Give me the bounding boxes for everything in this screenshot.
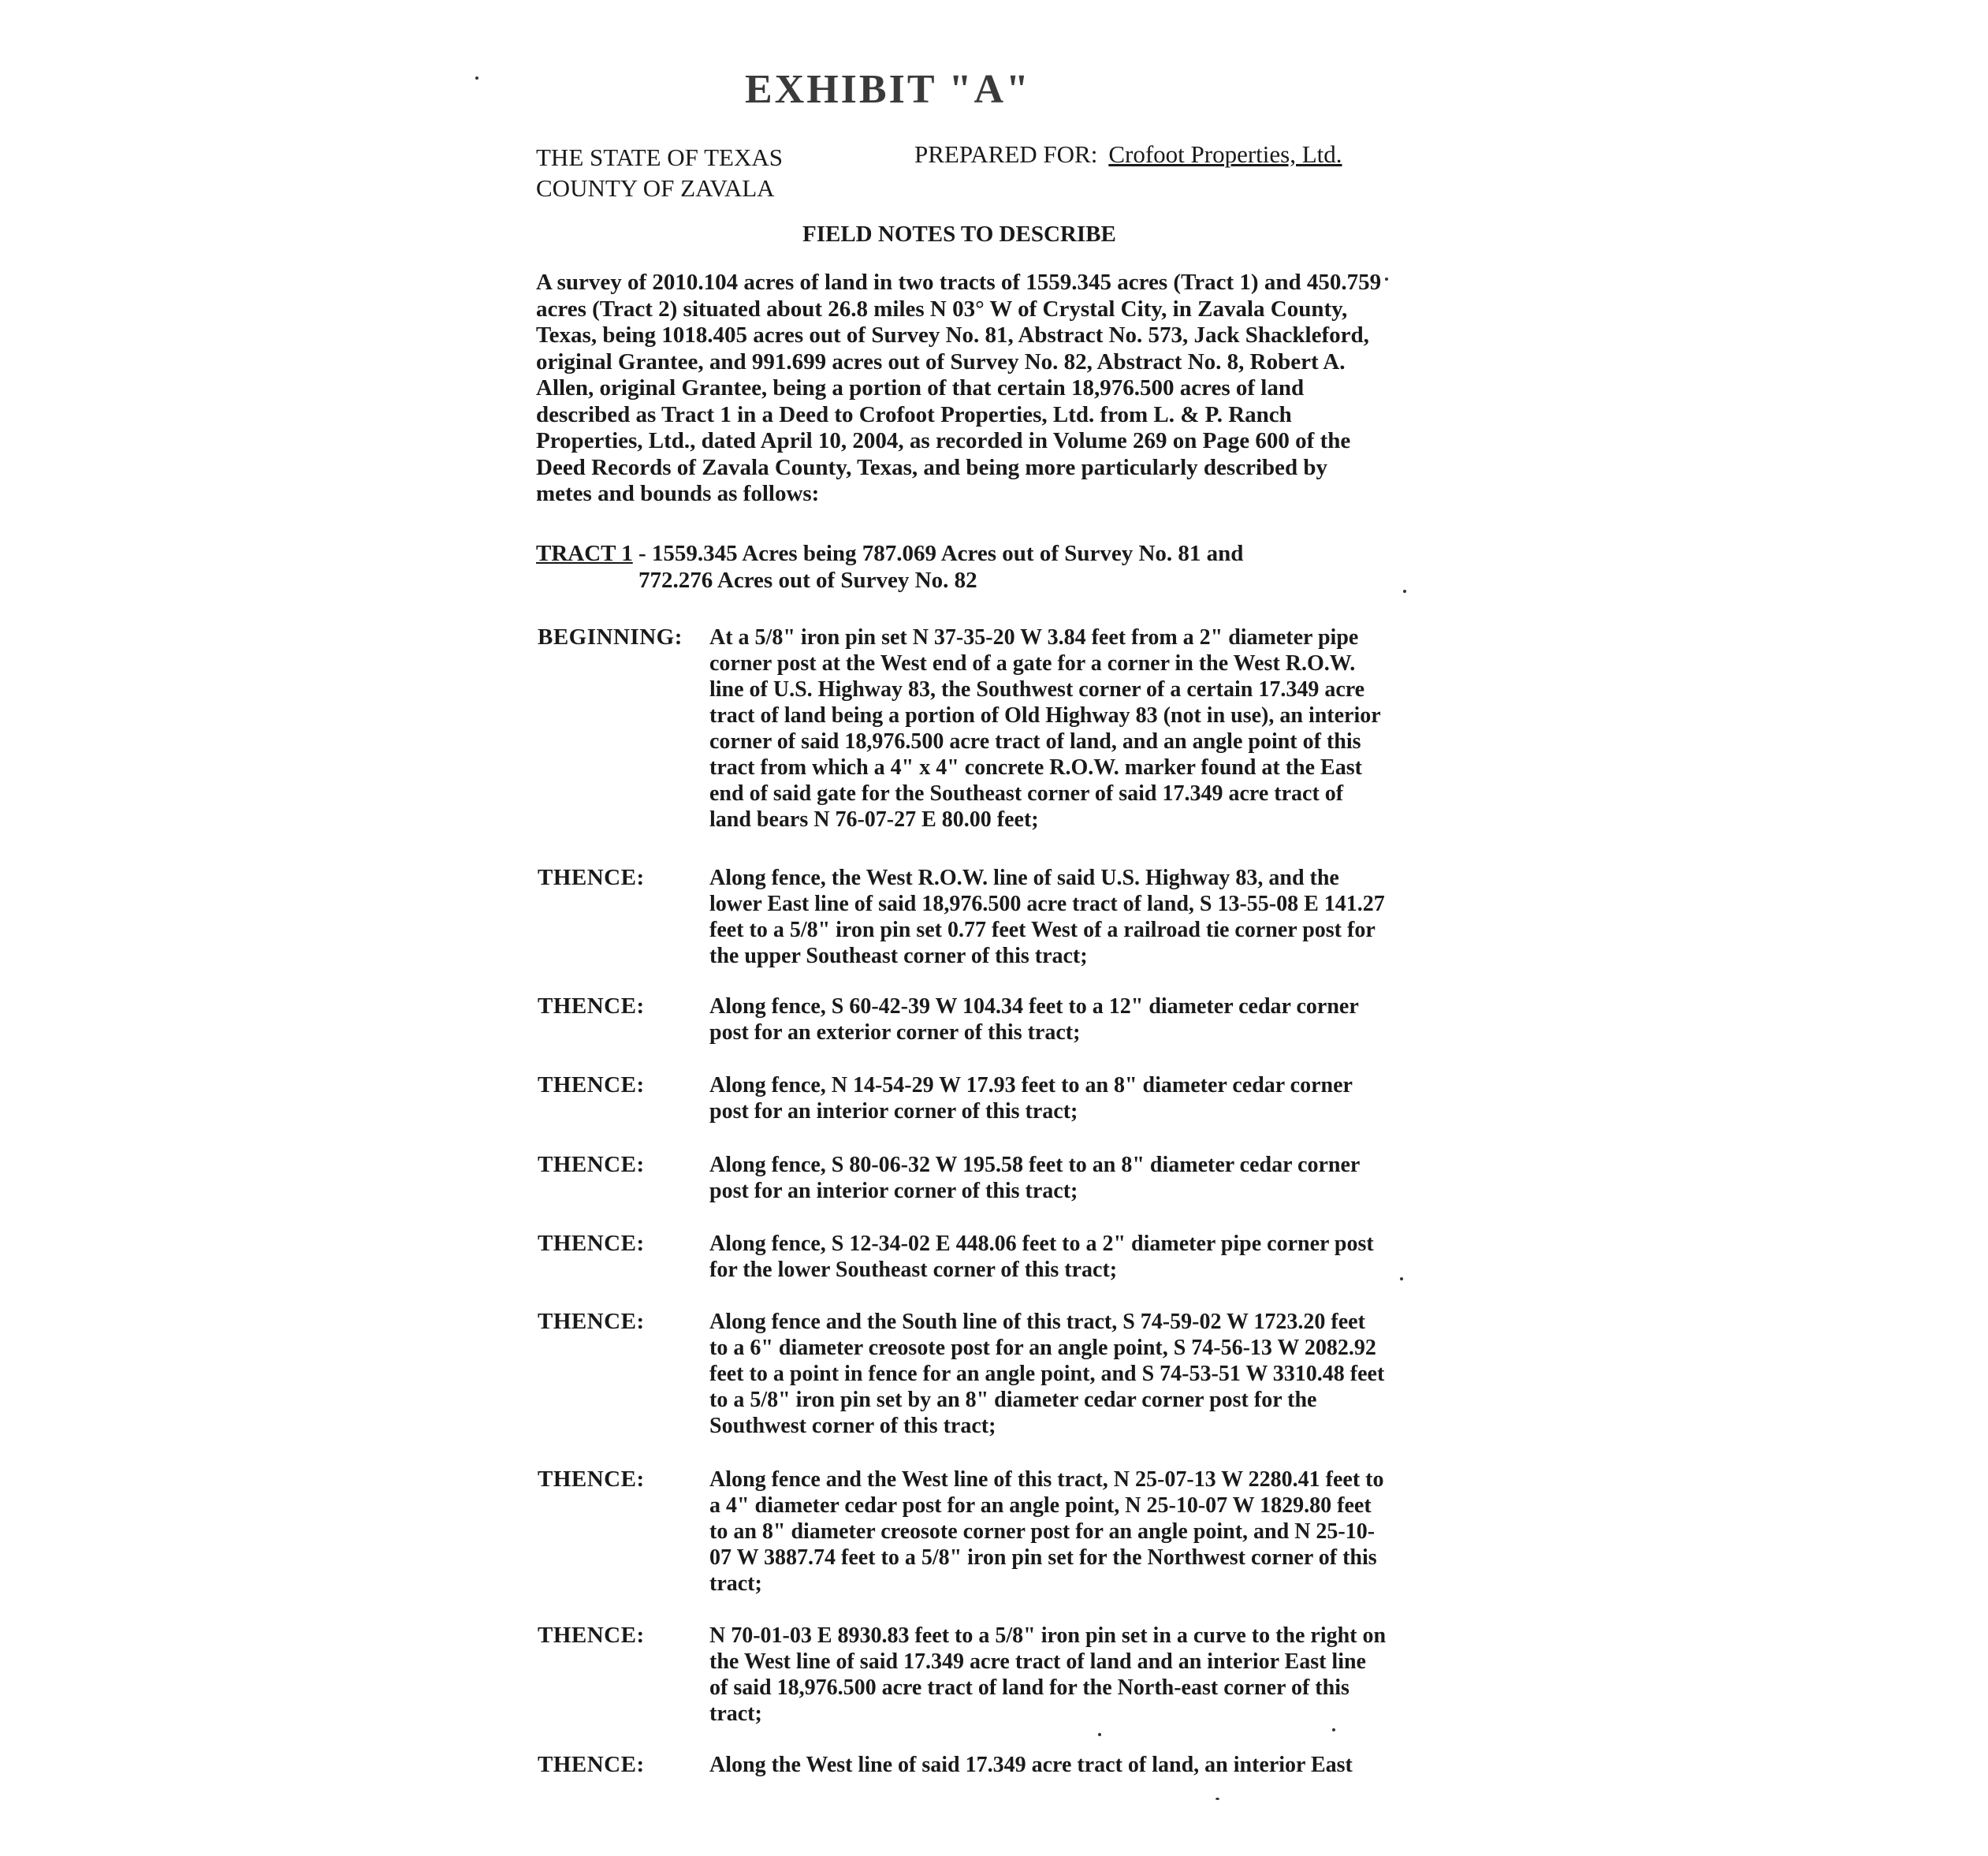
prepared-for-client: Crofoot Properties, Ltd.	[1108, 140, 1342, 168]
entry-text: Along the West line of said 17.349 acre tract of land, an interior East	[709, 1753, 1353, 1777]
entry-text: N 70-01-03 E 8930.83 feet to a 5/8" iron pin set in a curve to the right on the West line of said 17.349 acre tract of land and an interior East line of said 18,976.500 acre tract of land for the North-east corner of this tract;	[709, 1623, 1387, 1726]
tract-heading	[536, 540, 1383, 594]
entry-label: BEGINNING:	[538, 624, 683, 650]
scan-speck	[1332, 1728, 1335, 1731]
entry-label: THENCE:	[538, 993, 645, 1019]
scan-speck	[1400, 1277, 1403, 1280]
tract-description: - 1559.345 Acres being 787.069 Acres out of Survey No. 81 and 772.276 Acres out of Survey No. 82	[638, 541, 1244, 593]
field-notes-heading: FIELD NOTES TO DESCRIBE	[802, 222, 1116, 247]
state-line: THE STATE OF TEXAS	[536, 143, 783, 171]
entry-label: THENCE:	[538, 865, 645, 890]
prepared-for	[914, 140, 1342, 169]
county-line: COUNTY OF ZAVALA	[536, 174, 775, 202]
entry-text: Along fence, S 80-06-32 W 195.58 feet to an 8" diameter cedar corner post for an interior corner of this tract;	[709, 1153, 1360, 1203]
intro-paragraph: A survey of 2010.104 acres of land in two tracts of 1559.345 acres (Tract 1) and 450.759 acres (Tract 2) situated about 26.8 miles N 03° W of Crystal City, in Zavala County, Texas, being 1018.405 acres out of Survey No. 81, Abstract No. 573, Jack Shackleford, original Grantee, and 991.699 acres out of Survey No. 82, Abstract No. 8, Robert A. Allen, original Grantee, being a portion of that certain 18,976.500 acres of land described as Tract 1 in a Deed to Crofoot Properties, Ltd. from L. & P. Ranch Properties, Ltd., dated April 10, 2004, as recorded in Volume 269 on Page 600 of the Deed Records of Zavala County, Texas, and being more particularly described by metes and bounds as follows:	[536, 270, 1382, 506]
entry-label: THENCE:	[538, 1752, 645, 1777]
entry-label: THENCE:	[538, 1623, 645, 1648]
entry-text: Along fence, S 12-34-02 E 448.06 feet to a 2" diameter pipe corner post for the lower Southeast corner of this tract;	[709, 1232, 1374, 1282]
entry-label: THENCE:	[538, 1152, 645, 1177]
scan-speck	[475, 76, 478, 80]
scan-speck	[1403, 590, 1406, 593]
scan-speck	[1385, 278, 1388, 281]
scan-speck	[1098, 1733, 1101, 1736]
tract-label: TRACT 1	[536, 541, 633, 566]
prepared-for-label: PREPARED FOR:	[914, 140, 1098, 168]
scan-speck	[1216, 1798, 1219, 1800]
entry-label: THENCE:	[538, 1467, 645, 1492]
entry-label: THENCE:	[538, 1309, 645, 1334]
entry-label: THENCE:	[538, 1072, 645, 1098]
jurisdiction-block	[536, 142, 783, 203]
entry-text: Along fence and the West line of this tract, N 25-07-13 W 2280.41 feet to a 4" diameter cedar post for an angle point, N 25-10-07 W 1829.80 feet to an 8" diameter creosote corner post for an angle point, and N 25-10-07 W 3887.74 feet to a 5/8" iron pin set for the Northwest corner of this tract;	[709, 1467, 1384, 1596]
entry-text: Along fence, the West R.O.W. line of said U.S. Highway 83, and the lower East line of said 18,976.500 acre tract of land, S 13-55-08 E 141.27 feet to a 5/8" iron pin set 0.77 feet West of a railroad tie corner post for the upper Southeast corner of this tract;	[709, 866, 1385, 968]
entry-text: At a 5/8" iron pin set N 37-35-20 W 3.84 feet from a 2" diameter pipe corner post at the West end of a gate for a corner in the West R.O.W. line of U.S. Highway 83, the Southwest corner of a certain 17.349 acre tract of land being a portion of Old Highway 83 (not in use), an interior corner of said 18,976.500 acre tract of land, and an angle point of this tract from which a 4" x 4" concrete R.O.W. marker found at the East end of said gate for the Southeast corner of said 17.349 acre tract of land bears N 76-07-27 E 80.00 feet;	[709, 625, 1381, 832]
exhibit-title: EXHIBIT "A"	[745, 67, 1031, 112]
entry-text: Along fence and the South line of this tract, S 74-59-02 W 1723.20 feet to a 6" diameter creosote post for an angle point, S 74-56-13 W 2082.92 feet to a point in fence for an angle point, and S 74-53-51 W 3310.48 feet to a 5/8" iron pin set by an 8" diameter cedar corner post for the Southwest corner of this tract;	[709, 1310, 1385, 1438]
entry-text: Along fence, N 14-54-29 W 17.93 feet to an 8" diameter cedar corner post for an interior corner of this tract;	[709, 1073, 1353, 1124]
entry-label: THENCE:	[538, 1231, 645, 1256]
entry-text: Along fence, S 60-42-39 W 104.34 feet to a 12" diameter cedar corner post for an exterior corner of this tract;	[709, 994, 1359, 1045]
